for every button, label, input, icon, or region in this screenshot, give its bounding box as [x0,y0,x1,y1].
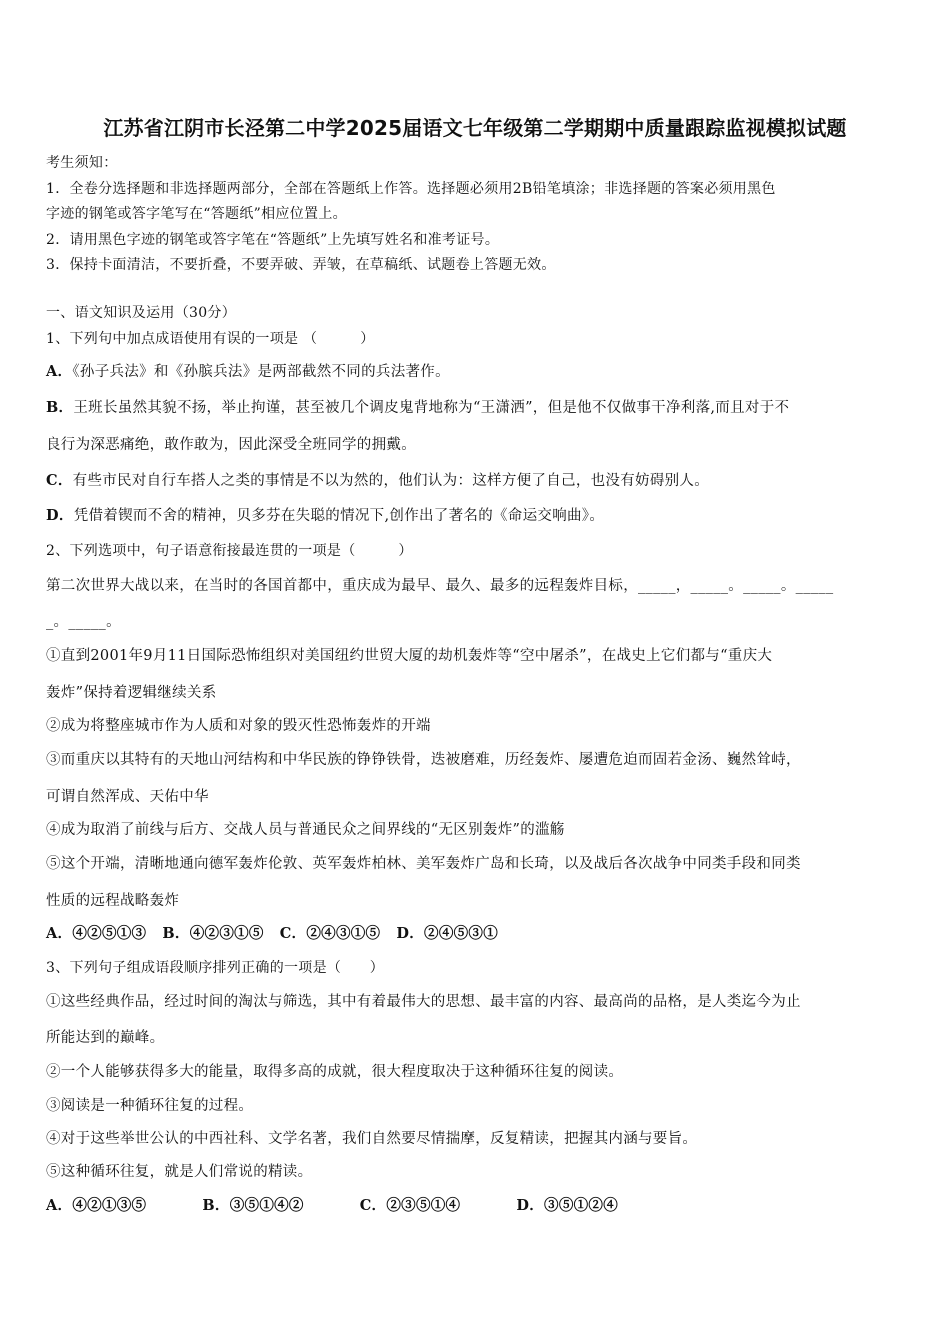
q3-sentence-1: ①这些经典作品，经过时间的淘汰与筛选，其中有着最伟大的思想、最丰富的内容、最高尚的品格，是人类迄今为止 [46,994,801,1010]
q3-option-b: B．③⑤①④② [202,1197,304,1214]
option-label: A． [46,363,73,380]
q3-sentence-4: ④对于这些举世公认的中西社科、文学名著，我们自然要尽情揣摩，反复精读，把握其内涵与要旨。 [46,1131,698,1147]
q3-sentence-1-cont: 所能达到的巅峰。 [46,1030,165,1046]
section-heading: 一、语文知识及运用（30分） [46,305,237,321]
q1-option-b [46,396,908,417]
q2-stem: 2、下列选项中，句子语意衔接最连贯的一项是（ ） [46,543,413,559]
q2-sentence-3: ③而重庆以其特有的天地山河结构和中华民族的铮铮铁骨，迭被磨难，历经轰炸、屡遭危迫而固若金汤、巍然耸峙， [46,752,801,768]
page-title: 江苏省江阴市长泾第二中学2025届语文七年级第二学期期中质量跟踪监视模拟试题 [103,116,847,140]
notice-heading: 考生须知： [46,155,118,171]
option-label: D． [46,507,74,524]
option-text: 凭借着锲而不舍的精神，贝多芬在失聪的情况下,创作出了著名的《命运交响曲》。 [73,508,605,524]
option-text: 王班长虽然其貌不扬，举止拘谨，甚至被几个调皮鬼背地称为“王潇洒”，但是他不仅做事干净利落,而且对于不 [73,400,790,416]
q3-sentence-3: ③阅读是一种循环往复的过程。 [46,1098,254,1114]
q3-option-d: D．③⑤①②④ [516,1197,619,1214]
q1-option-c [46,469,908,490]
notice-item: 1．全卷分选择题和非选择题两部分，全部在答题纸上作答。选择题必须用2B铅笔填涂；非选择题的答案必须用黑色 [46,181,776,197]
q3-sentence-2: ②一个人能够获得多大的能量，取得多高的成就，很大程度取决于这种循环往复的阅读。 [46,1064,624,1080]
q1-option-a [46,360,908,381]
q3-sentence-5: ⑤这种循环往复，就是人们常说的精读。 [46,1164,313,1180]
q2-sentence-5-cont: 性质的远程战略轰炸 [46,893,180,909]
notice-item: 字迹的钢笔或答字笔写在“答题纸”相应位置上。 [46,206,347,222]
q2-option-a: A．④②⑤①③ [46,925,147,942]
q3-option-a: A．④②①③⑤ [46,1197,147,1214]
notice-item: 2．请用黑色字迹的钢笔或答字笔在“答题纸”上先填写姓名和准考证号。 [46,232,500,248]
q2-option-d: D．②④⑤③① [396,925,499,942]
q2-sentence-1: ①直到2001年9月11日国际恐怖组织对美国纽约世贸大厦的劫机轰炸等“空中屠杀”，在战史上它们都与“重庆大 [46,648,773,664]
q1-option-b-cont: 良行为深恶痛绝，敢作敢为，因此深受全班同学的拥戴。 [46,437,416,453]
q1-option-d [46,504,908,525]
q2-passage: 第二次世界大战以来，在当时的各国首都中，重庆成为最早、最久、最多的远程轰炸目标，_____，_____。_____。_____ [46,578,834,594]
q2-sentence-4: ④成为取消了前线与后方、交战人员与普通民众之间界线的“无区别轰炸”的滥觞 [46,822,565,838]
q2-sentence-3-cont: 可谓自然浑成、天佑中华 [46,789,209,805]
q2-option-b: B．④②③①⑤ [162,925,264,942]
notice-item: 3．保持卡面清洁，不要折叠，不要弄破、弄皱，在草稿纸、试题卷上答题无效。 [46,257,556,273]
q3-options [46,1194,908,1215]
q2-sentence-2: ②成为将整座城市作为人质和对象的毁灭性恐怖轰炸的开端 [46,718,431,734]
q2-option-c: C．②④③①⑤ [279,925,381,942]
option-text: 有些市民对自行车搭人之类的事情是不以为然的，他们认为：这样方便了自己，也没有妨碍别人。 [72,473,710,489]
q2-sentence-5: ⑤这个开端，清晰地通向德军轰炸伦敦、英军轰炸柏林、美军轰炸广岛和长琦，以及战后各次战争中同类手段和同类 [46,856,801,872]
option-text: 《孙子兵法》和《孙膑兵法》是两部截然不同的兵法著作。 [72,364,450,380]
q2-passage-cont: _。_____。 [46,614,121,630]
option-label: B． [46,399,74,416]
q3-stem: 3、下列句子组成语段顺序排列正确的一项是（ ） [46,960,385,976]
q3-option-c: C．②③⑤①④ [359,1197,461,1214]
q1-stem: 1、下列句中加点成语使用有误的一项是 （ ） [46,331,375,347]
option-label: C． [46,472,73,489]
q2-options [46,922,908,943]
q2-sentence-1-cont: 轰炸”保持着逻辑继续关系 [46,685,217,701]
